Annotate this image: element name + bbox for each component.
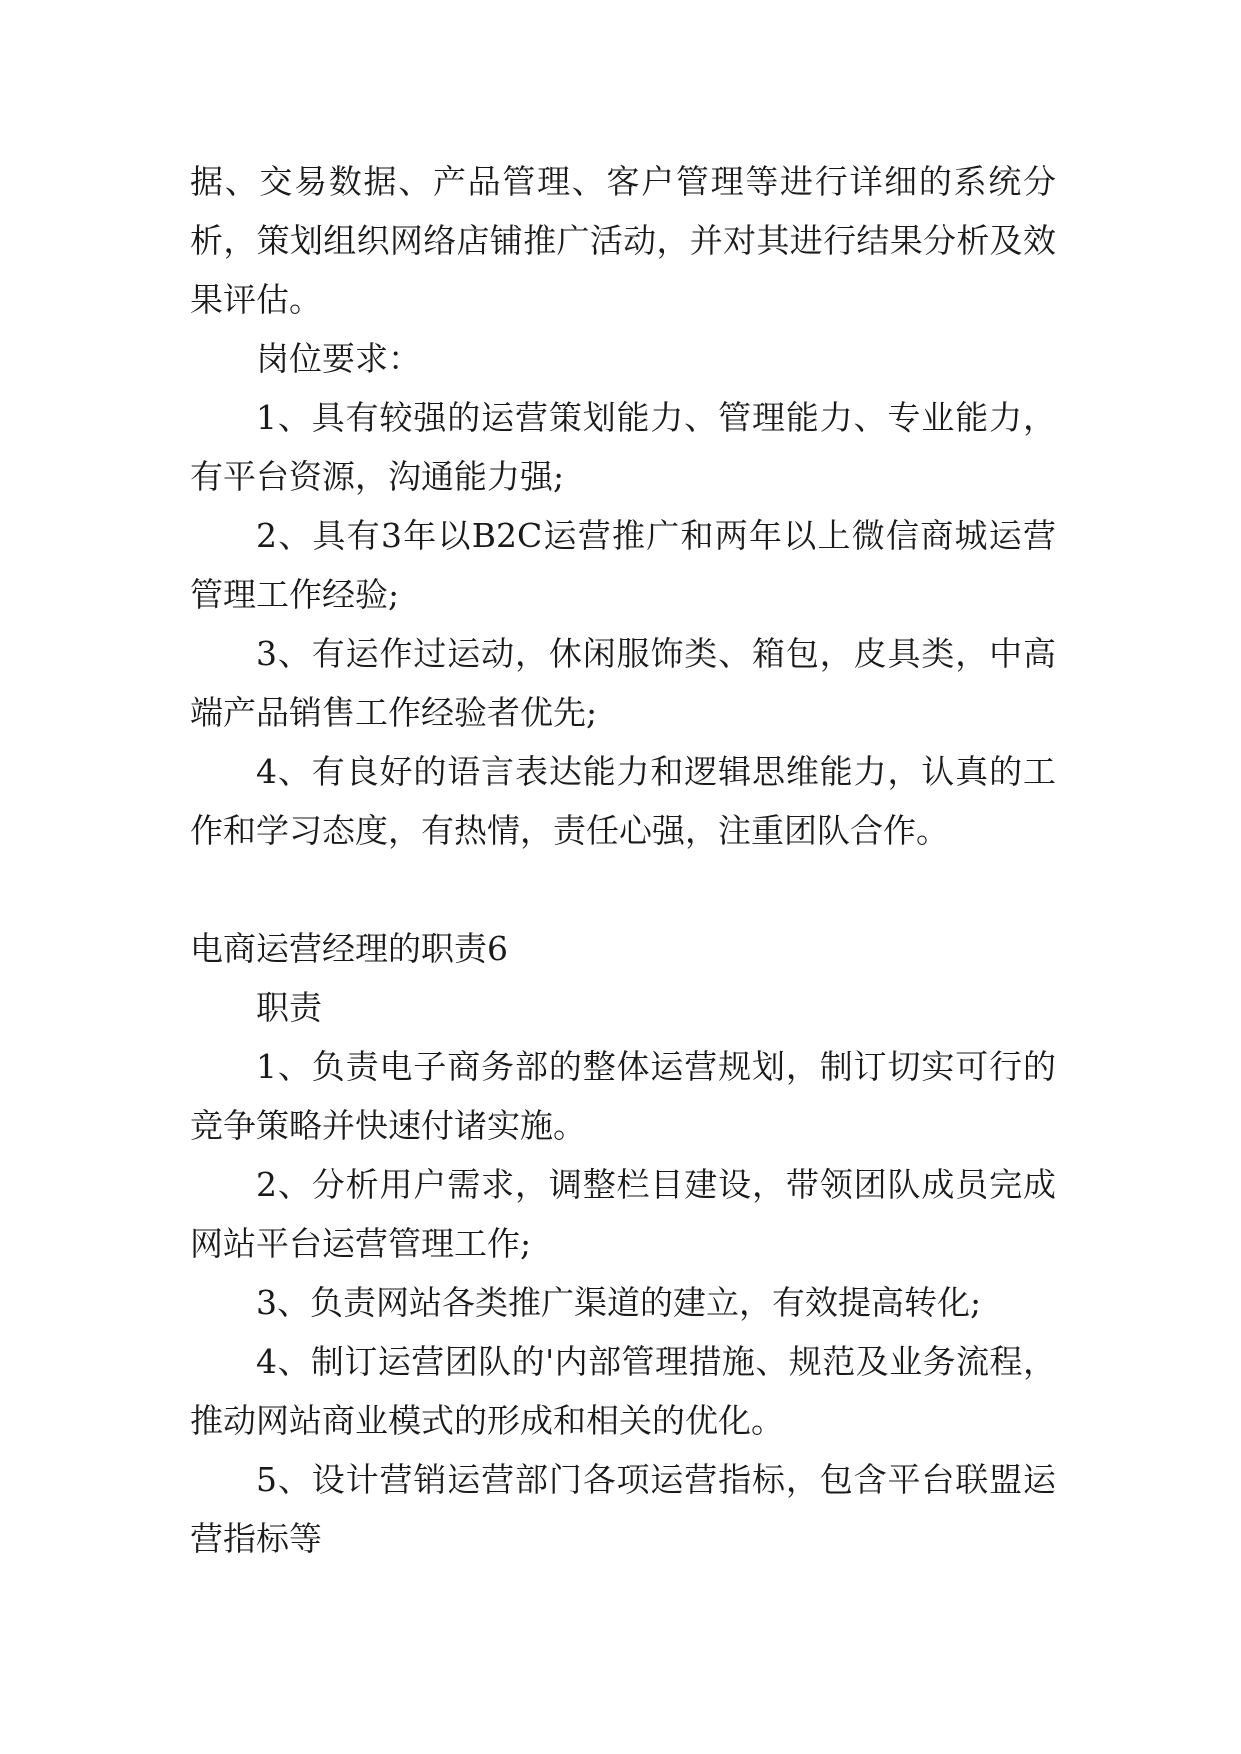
requirement-item-1: 1、具有较强的运营策划能力、管理能力、专业能力，有平台资源，沟通能力强; [190, 398, 1056, 496]
duties-title: 职责 [256, 988, 322, 1027]
intro-paragraph: 据、交易数据、产品管理、客户管理等进行详细的系统分析，策划组织网络店铺推广活动，并对其进行结果分析及效果评估。 [190, 162, 1056, 319]
duty-item-3: 3、负责网站各类推广渠道的建立，有效提高转化; [256, 1283, 982, 1322]
document-body [190, 152, 1056, 1568]
duty-item-5: 5、设计营销运营部门各项运营指标，包含平台联盟运营指标等 [190, 1460, 1056, 1558]
section-heading: 电商运营经理的职责6 [190, 929, 508, 968]
requirement-item-2: 2、具有3年以B2C运营推广和两年以上微信商城运营管理工作经验; [190, 516, 1056, 614]
requirements-title: 岗位要求： [256, 339, 421, 378]
duty-item-4: 4、制订运营团队的'内部管理措施、规范及业务流程，推动网站商业模式的形成和相关的优化。 [190, 1342, 1056, 1440]
requirement-item-3: 3、有运作过运动，休闲服饰类、箱包，皮具类，中高端产品销售工作经验者优先; [190, 634, 1056, 732]
duty-item-1: 1、负责电子商务部的整体运营规划，制订切实可行的竞争策略并快速付诸实施。 [190, 1047, 1056, 1145]
duty-item-2: 2、分析用户需求，调整栏目建设，带领团队成员完成网站平台运营管理工作; [190, 1165, 1056, 1263]
requirement-item-4: 4、有良好的语言表达能力和逻辑思维能力，认真的工作和学习态度，有热情，责任心强，注重团队合作。 [190, 752, 1056, 850]
